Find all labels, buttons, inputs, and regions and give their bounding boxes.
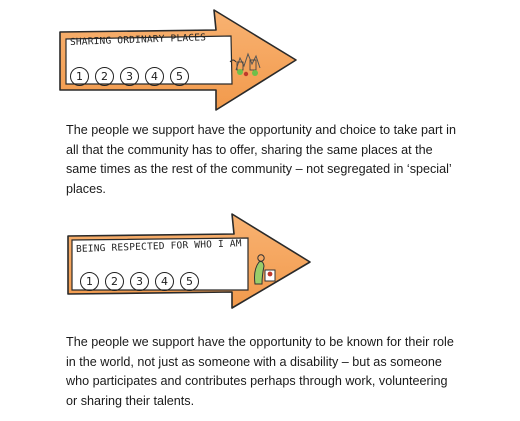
arrow-banner-1 (56, 6, 306, 116)
rating-option: 2 (105, 272, 124, 291)
rating-option: 4 (145, 67, 164, 86)
rating-option: 4 (155, 272, 174, 291)
paragraph-line: The people we support have the opportunity and choice to take part in (66, 123, 456, 137)
rating-scale-1 (70, 67, 189, 86)
section-2-title: BEING RESPECTED FOR WHO I AM (75, 238, 242, 255)
paragraph-line: who participates and contributes perhaps through work, volunteering (66, 374, 448, 388)
rating-option: 1 (80, 272, 99, 291)
paragraph-line: places. (66, 181, 106, 196)
rating-option: 3 (130, 272, 149, 291)
paragraph-line: The people we support have the opportunity to be known for their role (66, 335, 454, 349)
section-1-title: SHARING ORDINARY PLACES (69, 32, 207, 48)
rating-option: 2 (95, 67, 114, 86)
paragraph-line: same times as the rest of the community – not segregated in ‘special’ (66, 162, 452, 176)
rating-option: 3 (120, 67, 139, 86)
paragraph-line: or sharing their talents. (66, 393, 195, 408)
arrow-banner-2 (64, 210, 314, 312)
paragraph-line: in the world, not just as someone with a disability – but as someone (66, 354, 442, 369)
rating-scale-2 (80, 272, 199, 291)
section-1-paragraph (66, 121, 456, 199)
section-2-paragraph (66, 333, 454, 411)
paragraph-line: all that the community has to offer, sharing the same places at the (66, 142, 433, 157)
rating-option: 5 (180, 272, 199, 291)
rating-option: 1 (70, 67, 89, 86)
rating-option: 5 (170, 67, 189, 86)
